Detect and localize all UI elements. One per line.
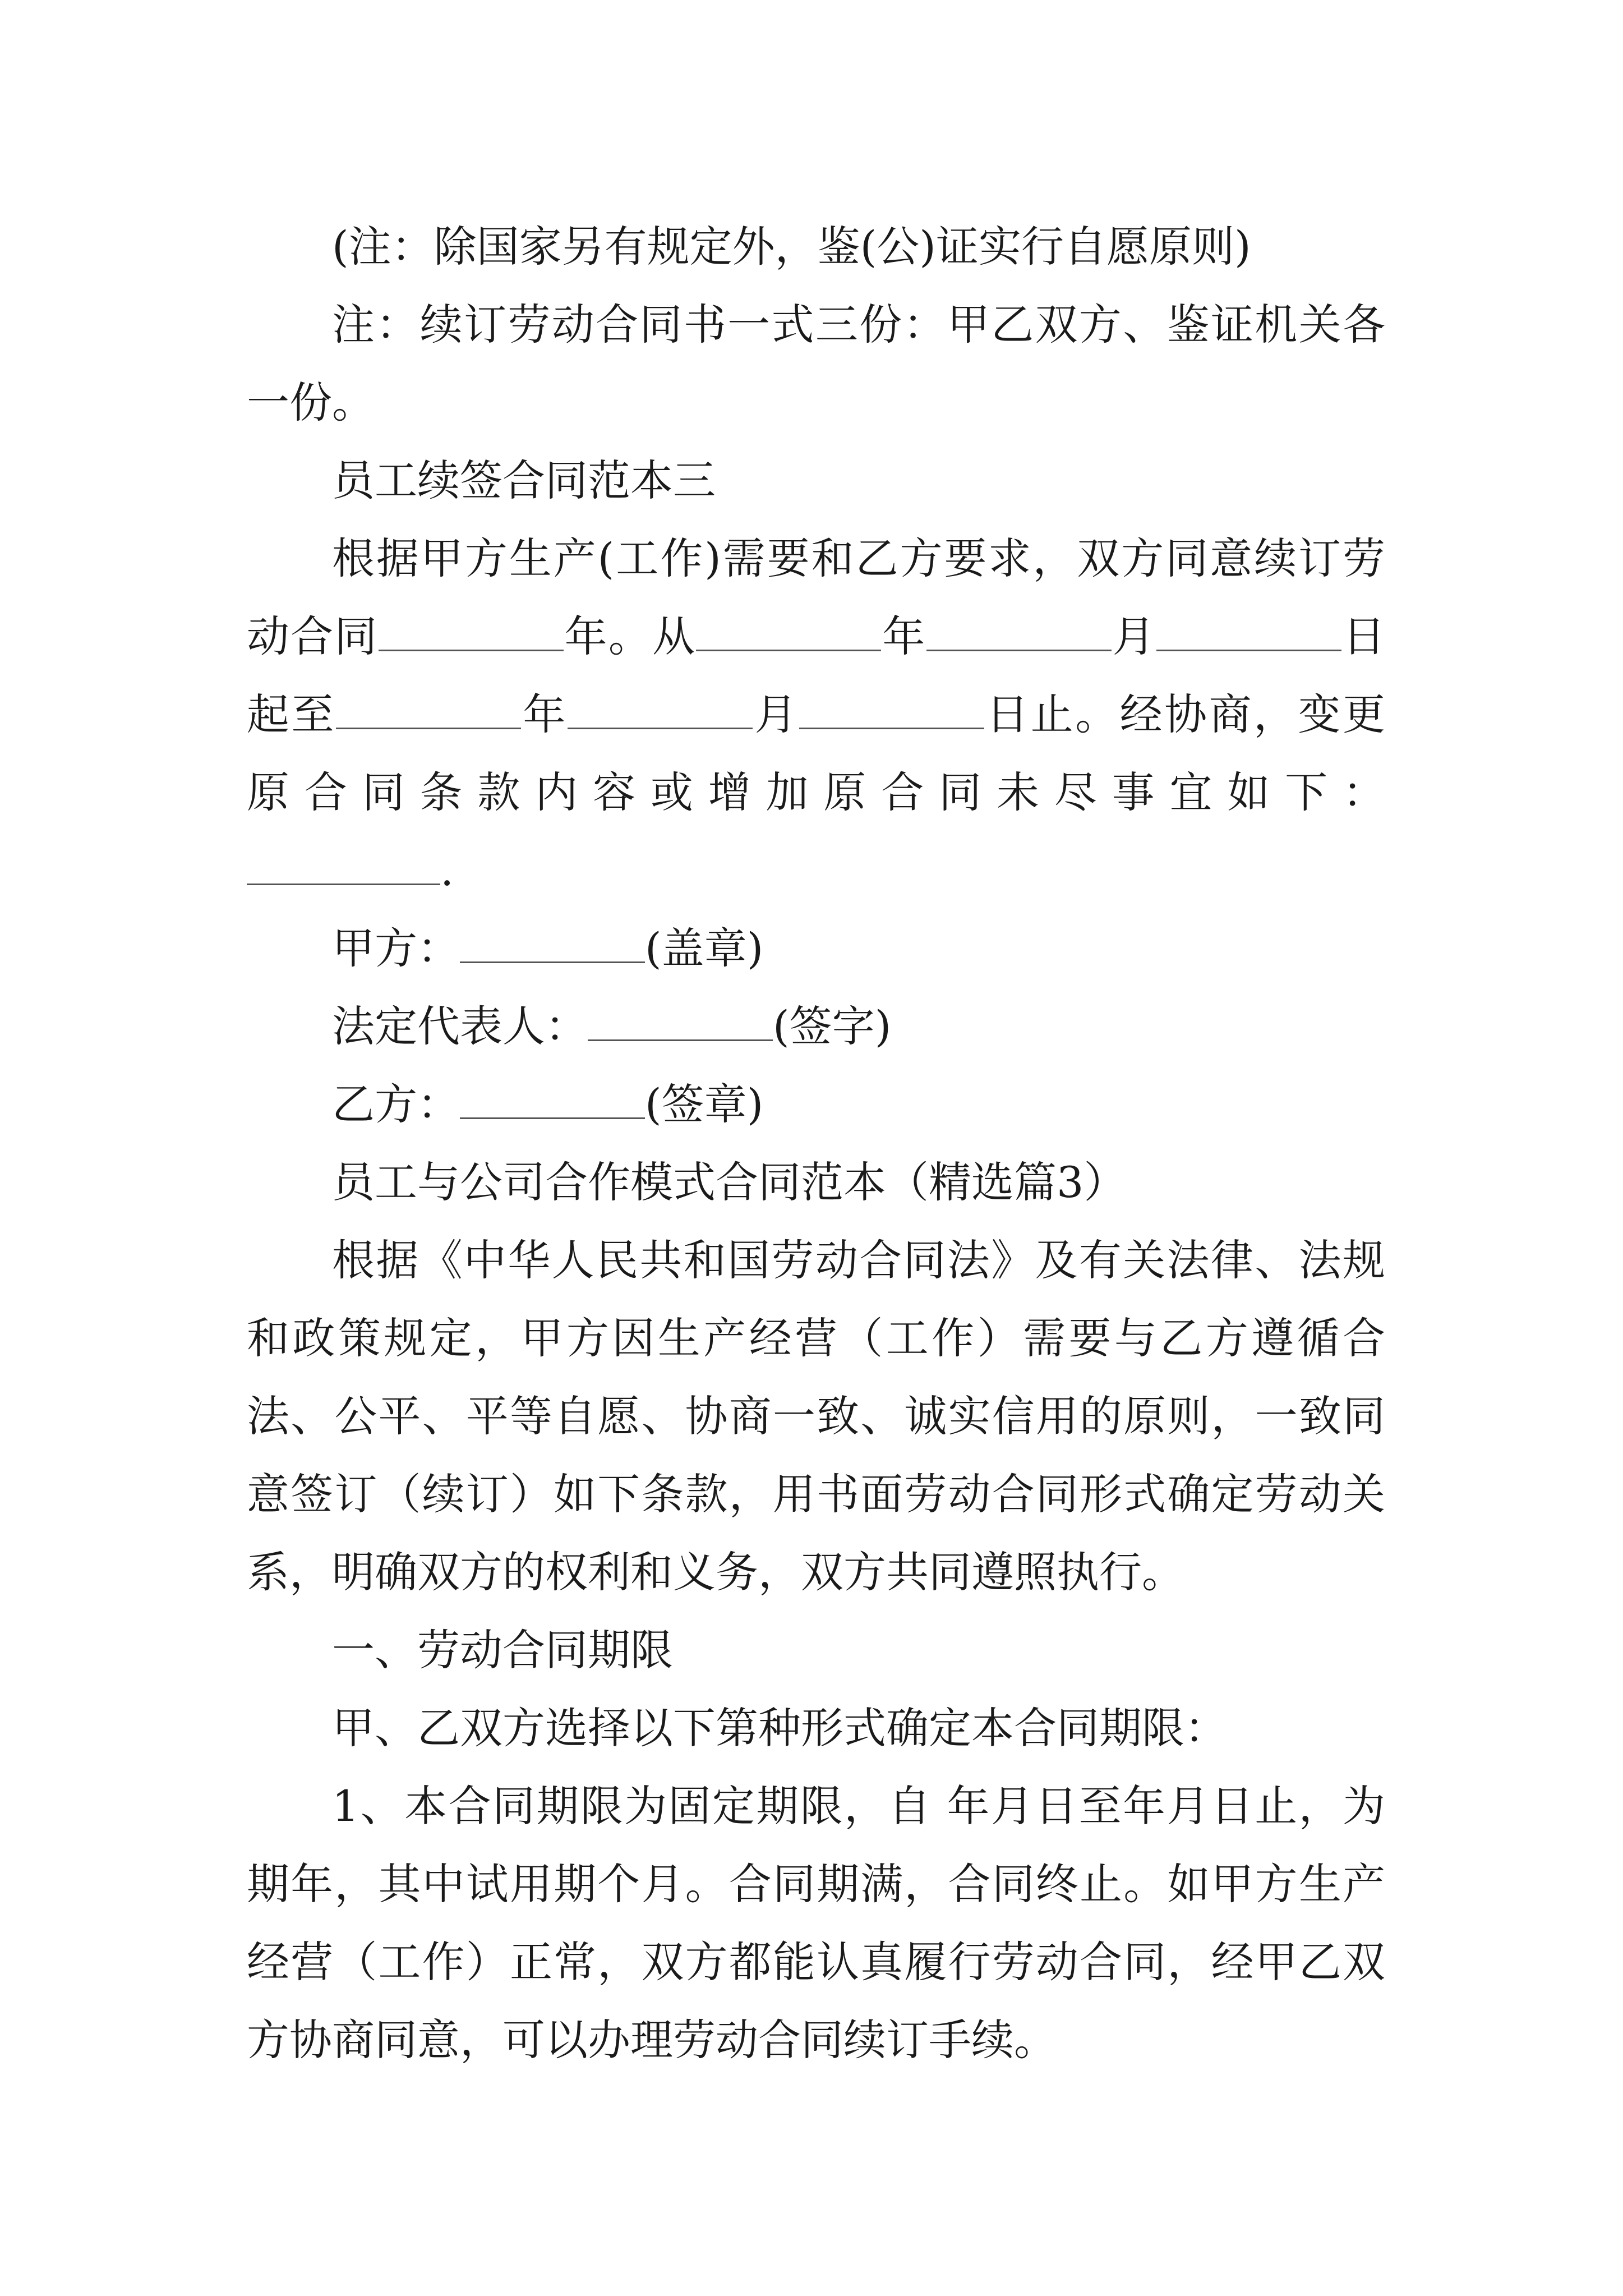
renewal-month-label: 月 (1111, 611, 1156, 661)
renewal-month-label-2: 月 (752, 689, 799, 739)
renewal-day-from: 日起至 (247, 611, 1386, 739)
section-1-choose: 甲、乙双方选择以下第种形式确定本合同期限： (332, 1703, 1227, 1753)
blank-end-month (568, 694, 753, 729)
party-b-seal: (签章) (645, 1079, 764, 1129)
blank-start-month (926, 616, 1112, 651)
signature-legal-rep (247, 987, 1385, 1065)
blank-end-year (336, 694, 521, 729)
party-a-seal: (盖章) (645, 923, 764, 973)
blank-start-year (696, 616, 881, 651)
terms-period: . (440, 845, 454, 895)
blank-party-b (460, 1084, 645, 1119)
section-1-title: 一、劳动合同期限 (332, 1625, 673, 1675)
note-copies: 注：续订劳动合同书一式三份：甲乙双方、鉴证机关各一份。 (247, 300, 1385, 427)
legal-rep-sign: (签字) (773, 1001, 892, 1051)
renewal-text: 根据甲方生产(工作)需要和乙方要求，双方同意续订劳动合同 (247, 533, 1385, 661)
renewal-until: 日止。经协商， (984, 689, 1298, 739)
blank-terms (247, 850, 440, 885)
renewal-year-from: 年。从 (563, 611, 697, 661)
party-b-label: 乙方： (332, 1079, 460, 1129)
renewal-year-label: 年 (881, 611, 926, 661)
signature-party-b (247, 1065, 1385, 1143)
blank-end-day (799, 694, 984, 729)
document-body (247, 208, 1385, 2079)
renewal-terms-line (247, 831, 1385, 909)
heading-template-three: 员工续签合同范本三 (332, 455, 716, 505)
blank-legal-rep (588, 1006, 773, 1041)
intro-paragraph: 根据《中华人民共和国劳动合同法》及有关法律、法规和政策规定，甲方因生产经营（工作）需要与乙方遵循合法、公平、平等自愿、协商一致、诚实信用的原则，一致同意签订（续订）如下条款，用书面劳动合同形式确定劳动关系，明确双方的权利和义务，双方共同遵照执行。 (247, 1235, 1385, 1597)
party-a-label: 甲方： (332, 923, 460, 973)
note-voluntary: (注：除国家另有规定外，鉴(公)证实行自愿原则) (332, 222, 1251, 272)
renewal-year-label-2: 年 (520, 689, 568, 739)
blank-years (379, 616, 564, 651)
signature-party-a (247, 909, 1385, 987)
renewal-paragraph (247, 519, 1385, 831)
heading-cooperation-template: 员工与公司合作模式合同范本（精选篇3） (332, 1157, 1127, 1207)
blank-party-a (460, 928, 645, 963)
section-1-item-1: 1、本合同期限为固定期限，自 年月日至年月日止，为期年，其中试用期个月。合同期满，合同终止。如甲方生产经营（工作）正常，双方都能认真履行劳动合同，经甲乙双方协商同意，可以办理劳动合同续订手续。 (247, 1781, 1385, 2065)
blank-start-day (1156, 616, 1341, 651)
legal-rep-label: 法定代表人： (332, 1001, 588, 1051)
renewal-change-terms: 变更原合同条款内容或增加原合同未尽事宜如下： (247, 689, 1386, 817)
